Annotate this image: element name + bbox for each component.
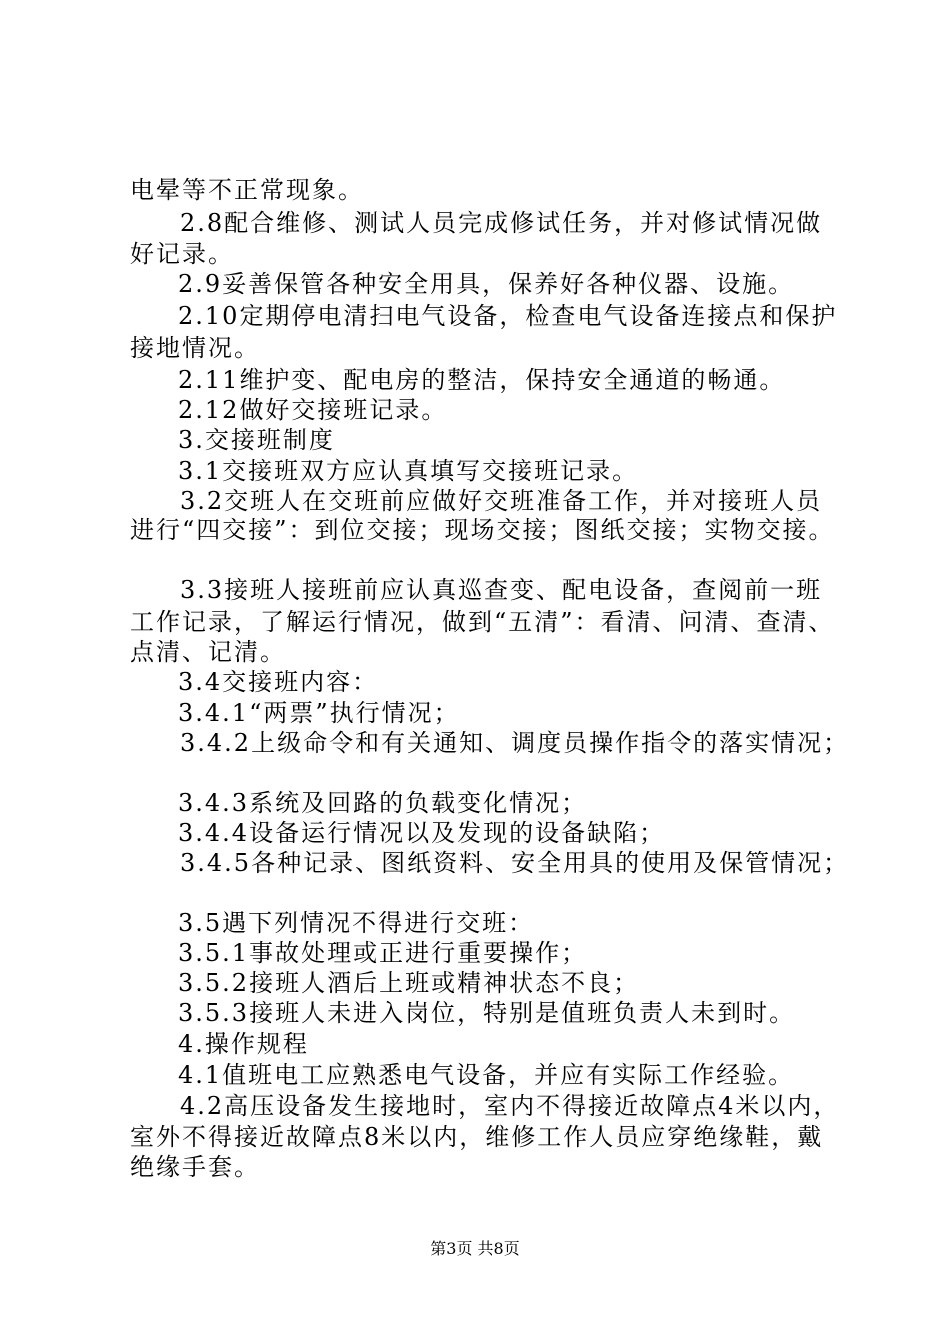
text-line: 3.4.4设备运行情况以及发现的设备缺陷； xyxy=(178,819,666,847)
text-line: 工作记录，了解运行情况，做到“五清”：看清、问清、查清、 xyxy=(130,608,835,636)
text-line: 3.4.2上级命令和有关通知、调度员操作指令的落实情况； xyxy=(180,729,850,757)
text-line: 3.4.5各种记录、图纸资料、安全用具的使用及保管情况； xyxy=(180,849,850,877)
text-line: 2.8配合维修、测试人员完成修试任务，并对修试情况做 xyxy=(180,209,823,237)
text-line: 3.1交接班双方应认真填写交接班记录。 xyxy=(178,457,639,485)
text-line: 绝缘手套。 xyxy=(130,1153,260,1181)
text-line: 3.4.1“两票”执行情况； xyxy=(178,699,460,727)
text-line: 4.1值班电工应熟悉电气设备，并应有实际工作经验。 xyxy=(178,1061,795,1089)
text-line: 接地情况。 xyxy=(130,334,260,362)
text-line: 4.操作规程 xyxy=(178,1030,309,1058)
text-line: 点清、记清。 xyxy=(130,638,286,666)
text-line: 好记录。 xyxy=(130,240,234,268)
text-line: 3.2交班人在交班前应做好交班准备工作，并对接班人员 xyxy=(180,487,823,515)
text-line: 3.4交接班内容： xyxy=(178,668,379,696)
text-line: 3.4.3系统及回路的负载变化情况； xyxy=(178,789,588,817)
text-line: 3.5遇下列情况不得进行交班： xyxy=(178,909,535,937)
text-line: 电晕等不正常现象。 xyxy=(130,176,364,204)
text-line: 进行“四交接”：到位交接；现场交接；图纸交接；实物交接。 xyxy=(130,516,835,544)
text-line: 2.9妥善保管各种安全用具，保养好各种仪器、设施。 xyxy=(178,270,795,298)
text-line: 3.3接班人接班前应认真巡查变、配电设备，查阅前一班 xyxy=(180,576,823,604)
text-line: 3.5.1事故处理或正进行重要操作； xyxy=(178,939,588,967)
text-line: 2.12做好交接班记录。 xyxy=(178,396,448,424)
page-footer: 第3页 共8页 xyxy=(430,1239,520,1258)
text-line: 3.交接班制度 xyxy=(178,426,335,454)
text-line: 3.5.3接班人未进入岗位，特别是值班负责人未到时。 xyxy=(178,999,796,1027)
text-line: 2.11维护变、配电房的整洁，保持安全通道的畅通。 xyxy=(178,366,786,394)
text-line: 3.5.2接班人酒后上班或精神状态不良； xyxy=(178,969,640,997)
text-line: 4.2高压设备发生接地时，室内不得接近故障点4米以内， xyxy=(180,1092,840,1120)
text-line: 室外不得接近故障点8米以内，维修工作人员应穿绝缘鞋，戴 xyxy=(130,1123,824,1151)
text-line: 2.10定期停电清扫电气设备，检查电气设备连接点和保护 xyxy=(178,302,838,330)
